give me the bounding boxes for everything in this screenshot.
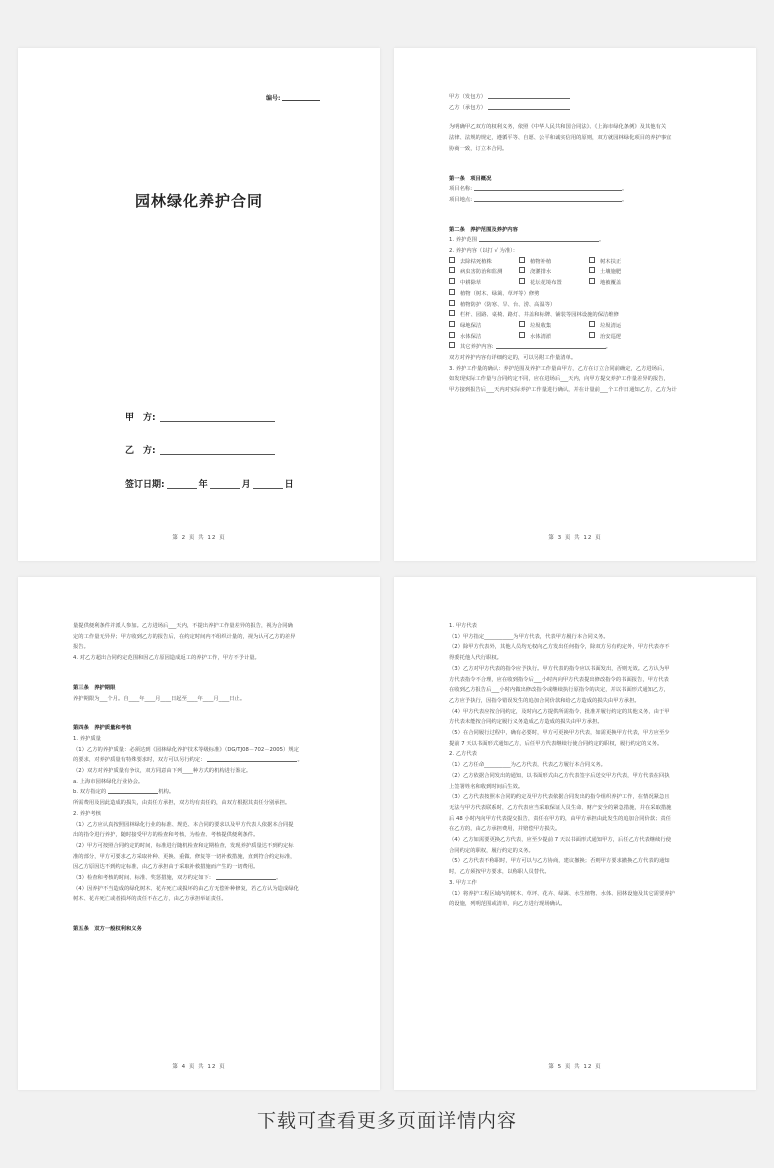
- text-line: [449, 771, 706, 782]
- text-line: [449, 342, 706, 353]
- text-line: [73, 766, 330, 777]
- text-line: [449, 739, 706, 750]
- line-text: （3）检查和考核的时间、标准、奖惩措施，双方约定如下：: [73, 875, 215, 882]
- text-line: [449, 310, 706, 321]
- checkbox-label: 水体保洁: [460, 333, 482, 340]
- text-line: [449, 144, 706, 155]
- line-text: 量提供便利条件并派人参加。乙方进场后___天内，不提出养护工作量差异的报告，视为合同确: [73, 623, 293, 629]
- blank-underline: [496, 348, 606, 349]
- text-line: [73, 653, 330, 664]
- checkbox-option: [449, 267, 519, 278]
- day-label: 日: [284, 480, 294, 490]
- checkbox-label: 土壤施肥: [600, 269, 622, 276]
- blank-underline: [479, 241, 599, 242]
- checkbox-label: 中耕除草: [460, 280, 482, 287]
- contract-number-label: 编号:: [266, 95, 281, 102]
- text-line: [73, 787, 330, 798]
- line-text: 报告。: [73, 644, 89, 651]
- contract-number-blank: [282, 100, 320, 101]
- line-text: （2）除甲方代表外，其他人员均无权向乙方发出任何指令，除双方另有约定外，甲方代表亦不: [449, 644, 670, 651]
- text-line: [73, 894, 330, 905]
- line-end: 。: [621, 196, 628, 203]
- month-label: 月: [241, 480, 251, 490]
- line-text: 方代表指令不合理，应在收到指令后___小时内向甲方代表提出修改指令的书面报告，甲方代表: [449, 676, 669, 683]
- year-label: 年: [198, 480, 208, 490]
- checkbox-icon: [519, 321, 525, 327]
- line-text: 定的工作量无异异；甲方收到乙方的报告后，在约定时间内不组织计量的，视为认可乙方的差异: [73, 633, 296, 640]
- checkbox-option: [589, 267, 621, 278]
- line-text: 上签署姓名和收到时间后生效。: [449, 783, 524, 790]
- line-end: 。: [621, 186, 628, 193]
- checkbox-label: 花坛花境布置: [530, 280, 562, 287]
- line-text: 法律、法规的规定，遵循平等、自愿、公平和诚实信用的原则，双方就园林绿化项目的养护事宜: [449, 135, 672, 142]
- sign-date-label: 签订日期:: [125, 480, 165, 490]
- text-line: [449, 889, 706, 900]
- sign-date-field: [125, 477, 294, 490]
- checkbox-icon: [589, 267, 595, 273]
- line-text: 后 48 小时内向甲方代表提交报告，责任在甲方的，由甲方承担由此发生的追加合同价款；责任: [449, 815, 671, 822]
- text-line: [449, 632, 706, 643]
- line-text: 2. 养护内容（以打 √ 为准）：: [449, 248, 519, 255]
- text-line: [449, 364, 706, 375]
- page-number: 第 2 页 共 12 页: [172, 535, 226, 541]
- party-a-blank: [160, 421, 275, 422]
- line-text: 1. 养护范围: [449, 237, 477, 244]
- checkbox-icon: [589, 332, 595, 338]
- line-text: 的要求，对养护质量有特殊要求时，双方可以另行约定：: [73, 757, 206, 764]
- checkbox-icon: [449, 310, 455, 316]
- line-text: （3）乙方代表按照本合同的约定及甲方代表依据合同发出的指令组织养护工作，在情况紧急且: [449, 794, 670, 801]
- checkbox-icon: [589, 257, 595, 263]
- line-text: 时，乙方须按甲方要求，以称职人员替代。: [449, 869, 550, 876]
- text-line: [449, 835, 706, 846]
- line-text: 提前 7 天以书面形式通知乙方，后任甲方代表继续行使合同约定的职权，履行约定的义务。: [449, 740, 663, 747]
- checkbox-icon: [449, 300, 455, 306]
- page-number: 第 3 页 共 12 页: [548, 535, 602, 541]
- checkbox-label: 水体清淤: [530, 333, 552, 340]
- checkbox-option: [449, 321, 519, 332]
- text-line: [73, 830, 330, 841]
- text-line: [73, 798, 330, 809]
- line-text: 的设施，列明范围或清单，向乙方进行现场确认。: [449, 901, 566, 908]
- text-line: [449, 621, 706, 632]
- checkbox-option: [589, 332, 621, 343]
- line-text: 第二条 养护范围及养护内容: [449, 226, 518, 233]
- checkbox-icon: [519, 332, 525, 338]
- text-line: [449, 103, 706, 114]
- document-page-3: [394, 48, 756, 561]
- paragraph-gap: [449, 206, 706, 215]
- checkbox-option: [449, 278, 519, 289]
- section-heading: [449, 225, 706, 236]
- line-text: 准的部分，甲方可要求乙方采取补种、更换、重做、修复等一切补救措施，直到符合约定标准，: [73, 853, 296, 860]
- checkbox-icon: [519, 267, 525, 273]
- blank-underline: [488, 109, 570, 110]
- text-line: [449, 867, 706, 878]
- checkbox-icon: [449, 332, 455, 338]
- text-line: [449, 856, 706, 867]
- line-end: 。: [605, 344, 611, 351]
- text-line: [73, 755, 330, 766]
- text-line: [449, 353, 706, 364]
- text-line: [449, 728, 706, 739]
- line-text: 4. 对乙方超出合同约定范围和因乙方原因造成返工的养护工作，甲方不予计量。: [73, 655, 260, 662]
- checkbox-label: 垃圾清运: [600, 322, 622, 329]
- text-line: [73, 632, 330, 643]
- page-body: [73, 621, 330, 935]
- line-text: （3）乙方对甲方代表的指令应予执行。甲方代表的指令应以书面发出，否则无效。乙方认为甲: [449, 665, 670, 672]
- blank-underline: [207, 761, 297, 762]
- checkbox-option: [519, 278, 589, 289]
- line-text: （1）甲方指定___________为甲方代表，代表甲方履行本合同义务。: [449, 633, 609, 640]
- text-line: [449, 289, 706, 300]
- line-text: 出的指令进行养护，随时接受甲方的检查和考核，为检查、考核提供便利条件。: [73, 832, 259, 839]
- checkbox-label: 垃圾收集: [530, 322, 552, 329]
- text-line: [449, 184, 706, 195]
- checkbox-option: [589, 257, 621, 268]
- text-line: [449, 899, 706, 910]
- checkbox-row: [449, 321, 706, 332]
- checkbox-option: [519, 267, 589, 278]
- text-line: [449, 749, 706, 760]
- checkbox-row: [449, 332, 706, 343]
- line-text: 第一条 项目概况: [449, 175, 492, 182]
- text-line: [449, 675, 706, 686]
- line-text: 协商一致，订立本合同。: [449, 145, 508, 152]
- text-line: [449, 707, 706, 718]
- line-text: 甲方（发包方）: [449, 94, 487, 100]
- checkbox-option: [449, 332, 519, 343]
- line-text: 第三条 养护期限: [73, 684, 116, 691]
- text-line: [449, 717, 706, 728]
- line-text: 2. 养护考核: [73, 810, 101, 817]
- line-text: 项目地点:: [449, 196, 472, 203]
- line-text: 第五条 双方一般权利和义务: [73, 926, 142, 933]
- line-text: （4）因养护不当造成的绿化树木、花卉死亡或损坏的由乙方无偿补种修复，若乙方认为造成绿化: [73, 885, 299, 892]
- checkbox-label: 栏杆、园路、桌椅、路灯、井盖和标牌、铺装等园林设施的保洁维修: [460, 312, 619, 319]
- section-heading: [73, 683, 330, 694]
- section-heading: [449, 174, 706, 185]
- text-line: [449, 653, 706, 664]
- line-text: 为明确甲乙双方的权利义务，依照《中华人民共和国合同法》、《上海市绿化条例》及其他有关: [449, 124, 667, 131]
- document-page-5: [394, 577, 756, 1090]
- text-line: [73, 862, 330, 873]
- line-text: a. 上海市园林绿化行业协会。: [73, 778, 144, 785]
- text-line: [449, 195, 706, 206]
- text-line: [73, 852, 330, 863]
- blank-underline: [474, 201, 622, 202]
- checkbox-icon: [449, 289, 455, 295]
- checkbox-row: [449, 257, 706, 268]
- text-line: [73, 809, 330, 820]
- line-text: 树木、花卉死亡或者损坏的责任不在乙方，由乙方承担举证责任。: [73, 896, 227, 903]
- line-text: （1）乙方任命__________为乙方代表，代表乙方履行本合同义务。: [449, 762, 606, 769]
- line-text: 方代表未能按合同约定履行义务造成乙方造成的损失由甲方承担。: [449, 719, 603, 726]
- checkbox-label: 治安巡逻: [600, 333, 622, 340]
- checkbox-label: 植物补植: [530, 258, 552, 265]
- paragraph-gap: [73, 704, 330, 713]
- checkbox-icon: [589, 278, 595, 284]
- text-line: [449, 878, 706, 889]
- line-end: 。: [598, 237, 605, 244]
- text-line: [449, 92, 706, 103]
- checkbox-label: 植物（树木、绿篱、草坪等）修剪: [460, 290, 540, 297]
- line-text: 因乙方原因达不到约定标准，由乙方承担由于采取补救措施而产生的一切费用。: [73, 864, 259, 871]
- line-end: 。: [276, 875, 282, 882]
- line-text: 1. 养护质量: [73, 735, 101, 742]
- text-line: [449, 824, 706, 835]
- line-text: （5）在合同履行过程中，确有必要时，甲方可更换甲方代表，如需更换甲方代表，甲方应至少: [449, 730, 670, 737]
- text-line: [449, 235, 706, 246]
- text-line: [73, 745, 330, 756]
- checkbox-icon: [589, 321, 595, 327]
- line-text: 双方对养护内容有详细约定的，可以另附工作量清单。: [449, 355, 577, 362]
- line-text: 乙方（承包方）: [449, 104, 487, 111]
- line-text: （4）甲方代表应按合同约定，及时向乙方提供所需指令、批准并履行约定的其他义务，由于甲: [449, 708, 670, 715]
- checkbox-label: 去除枯死植株: [460, 258, 492, 265]
- checkbox-option: [589, 278, 621, 289]
- line-text: （4）乙方如需要更换乙方代表，应至少提前 7 天以书面形式通知甲方，后任乙方代表继续行使: [449, 837, 671, 844]
- checkbox-icon: [519, 278, 525, 284]
- text-line: [73, 873, 330, 884]
- text-line: [73, 642, 330, 653]
- text-line: [449, 803, 706, 814]
- checkbox-label: 树木扶正: [600, 258, 622, 265]
- party-b-field: [125, 443, 275, 456]
- line-text: 养护期限为___个月。自____年____月____日起至____年____月____日止。: [73, 695, 246, 702]
- text-line: [449, 814, 706, 825]
- month-blank: [210, 488, 240, 489]
- text-line: [449, 685, 706, 696]
- checkbox-option: [449, 257, 519, 268]
- paragraph-gap: [449, 113, 706, 122]
- blank-underline: [474, 190, 622, 191]
- line-end: 。: [297, 757, 303, 764]
- line-text: 如发现实际工作量与合同约定不同，应在进场后___天内，向甲方提交养护工作量差异的报告，: [449, 376, 669, 383]
- text-line: [449, 133, 706, 144]
- line-text: 所需费用及因此造成的损失，由责任方承担，双方均有责任的，由双方根据其责任分别承担。: [73, 800, 291, 807]
- checkbox-option: [519, 332, 589, 343]
- line-text: 乙方应予执行，因指令错误发生的追加合同价款和给乙方造成的损失由甲方承担。: [449, 697, 640, 704]
- checkbox-row: [449, 278, 706, 289]
- line-text: b. 双方指定的: [73, 789, 107, 796]
- blank-underline: [216, 879, 276, 880]
- text-line: [73, 841, 330, 852]
- line-text: （1）乙方的养护质量：必须达到《园林绿化养护技术等级标准》（DG/TJ08－702－2005）规定: [73, 746, 299, 753]
- day-blank: [253, 488, 283, 489]
- text-line: [449, 782, 706, 793]
- text-line: [449, 642, 706, 653]
- line-text: 无法与甲方代表联系时，乙方代表应当采取保证人员生命、财产安全的紧急措施，并在采取措施: [449, 804, 672, 811]
- text-line: [73, 884, 330, 895]
- checkbox-option: [519, 321, 589, 332]
- line-text: 合同约定的职权，履行约定的义务。: [449, 847, 534, 854]
- line-text: 1. 甲方代表: [449, 623, 477, 629]
- checkbox-option: [519, 257, 589, 268]
- line-text: 在乙方的，由乙方承担费用，并赔偿甲方损失。: [449, 826, 561, 833]
- text-line: [73, 820, 330, 831]
- text-line: [449, 246, 706, 257]
- page-body: [449, 92, 706, 396]
- page-body: [449, 621, 706, 910]
- download-more-banner: 下载可查看更多页面详情内容: [256, 1110, 517, 1132]
- line-text: 项目名称:: [449, 186, 472, 193]
- line-text: （1）乙方应认真按照园林绿化行业的标准、规范、本合同的要求以及甲方代表人依据本合同提: [73, 821, 294, 828]
- text-line: [73, 734, 330, 745]
- text-line: [449, 760, 706, 771]
- checkbox-icon: [449, 342, 455, 348]
- checkbox-icon: [519, 257, 525, 263]
- text-line: [449, 385, 706, 396]
- checkbox-label: 地被覆盖: [600, 280, 622, 287]
- contract-number-field: [266, 93, 320, 102]
- section-heading: [73, 723, 330, 734]
- text-line: [449, 792, 706, 803]
- line-text: 甲方接到报告后___天内对实际养护工作量进行确认，并在计量前___个工作日通知乙方，乙方为计: [449, 387, 677, 394]
- blank-underline: [108, 793, 158, 794]
- line-text: （5）乙方代表不称职时，甲方可以与乙方协商，建议撤换；否则甲方要求撤换乙方代表的通知: [449, 858, 670, 865]
- document-page-cover: [18, 48, 380, 561]
- checkbox-label: 植物防护（防寒、旱、台、涝、高温等）: [460, 301, 556, 308]
- page-number: 第 5 页 共 12 页: [548, 1064, 602, 1070]
- text-line: [449, 664, 706, 675]
- document-title: 园林绿化养护合同: [134, 192, 263, 210]
- text-line: [73, 694, 330, 705]
- party-b-blank: [160, 454, 275, 455]
- page-number: 第 4 页 共 12 页: [172, 1064, 226, 1070]
- blank-underline: [488, 98, 570, 99]
- checkbox-icon: [449, 321, 455, 327]
- line-text: （2）甲方可按照合同约定的时间，标准进行随机检查和定期检查，发现养护质量达不到约定标: [73, 842, 294, 849]
- text-line: [449, 122, 706, 133]
- text-line: [73, 621, 330, 632]
- text-line: [449, 300, 706, 311]
- checkbox-icon: [449, 257, 455, 263]
- document-page-4: [18, 577, 380, 1090]
- party-a-label: 甲 方:: [125, 413, 156, 423]
- line-text: 3. 甲方工作: [449, 879, 477, 886]
- checkbox-label: 病虫害防治和监测: [460, 269, 503, 276]
- checkbox-label: 其它养护内容:: [460, 344, 494, 351]
- checkbox-row: [449, 267, 706, 278]
- paragraph-gap: [449, 155, 706, 164]
- checkbox-label: 绿地保洁: [460, 322, 482, 329]
- line-end: 机构。: [158, 789, 175, 796]
- paragraph-gap: [73, 905, 330, 914]
- party-b-label: 乙 方:: [125, 446, 156, 456]
- party-a-field: [125, 410, 275, 423]
- checkbox-icon: [449, 278, 455, 284]
- line-text: 3. 养护工作量的确认：养护范围及养护工作量由甲方，乙方在订立合同前确定，乙方进场后，: [449, 365, 668, 372]
- checkbox-icon: [449, 267, 455, 273]
- text-line: [449, 846, 706, 857]
- line-text: 第四条 养护质量和考核: [73, 725, 132, 732]
- year-blank: [167, 488, 197, 489]
- checkbox-option: [589, 321, 621, 332]
- checkbox-label: 浇灌排水: [530, 269, 552, 276]
- text-line: [73, 777, 330, 788]
- line-text: 得委托他人代行职权。: [449, 655, 502, 662]
- line-text: （2）双方对养护质量有争议，双方同意由下列____种方式的机构进行鉴定。: [73, 768, 252, 775]
- text-line: [449, 374, 706, 385]
- line-text: （1）将养护工程区域内的树木、草坪、花卉、绿篱、水生植物、水体、园林设施及其它需要养护: [449, 890, 675, 897]
- line-text: 在收到乙方报告后___小时内做出修改指令或继续执行原指令的决定，并以书面形式通知乙方，: [449, 687, 669, 694]
- line-text: （2）乙方依据合同发出的通知，以书面形式由乙方代表签字后送交甲方代表，甲方代表在回执: [449, 772, 670, 779]
- line-text: 2. 乙方代表: [449, 751, 477, 758]
- section-heading: [73, 924, 330, 935]
- paragraph-gap: [73, 664, 330, 673]
- text-line: [449, 696, 706, 707]
